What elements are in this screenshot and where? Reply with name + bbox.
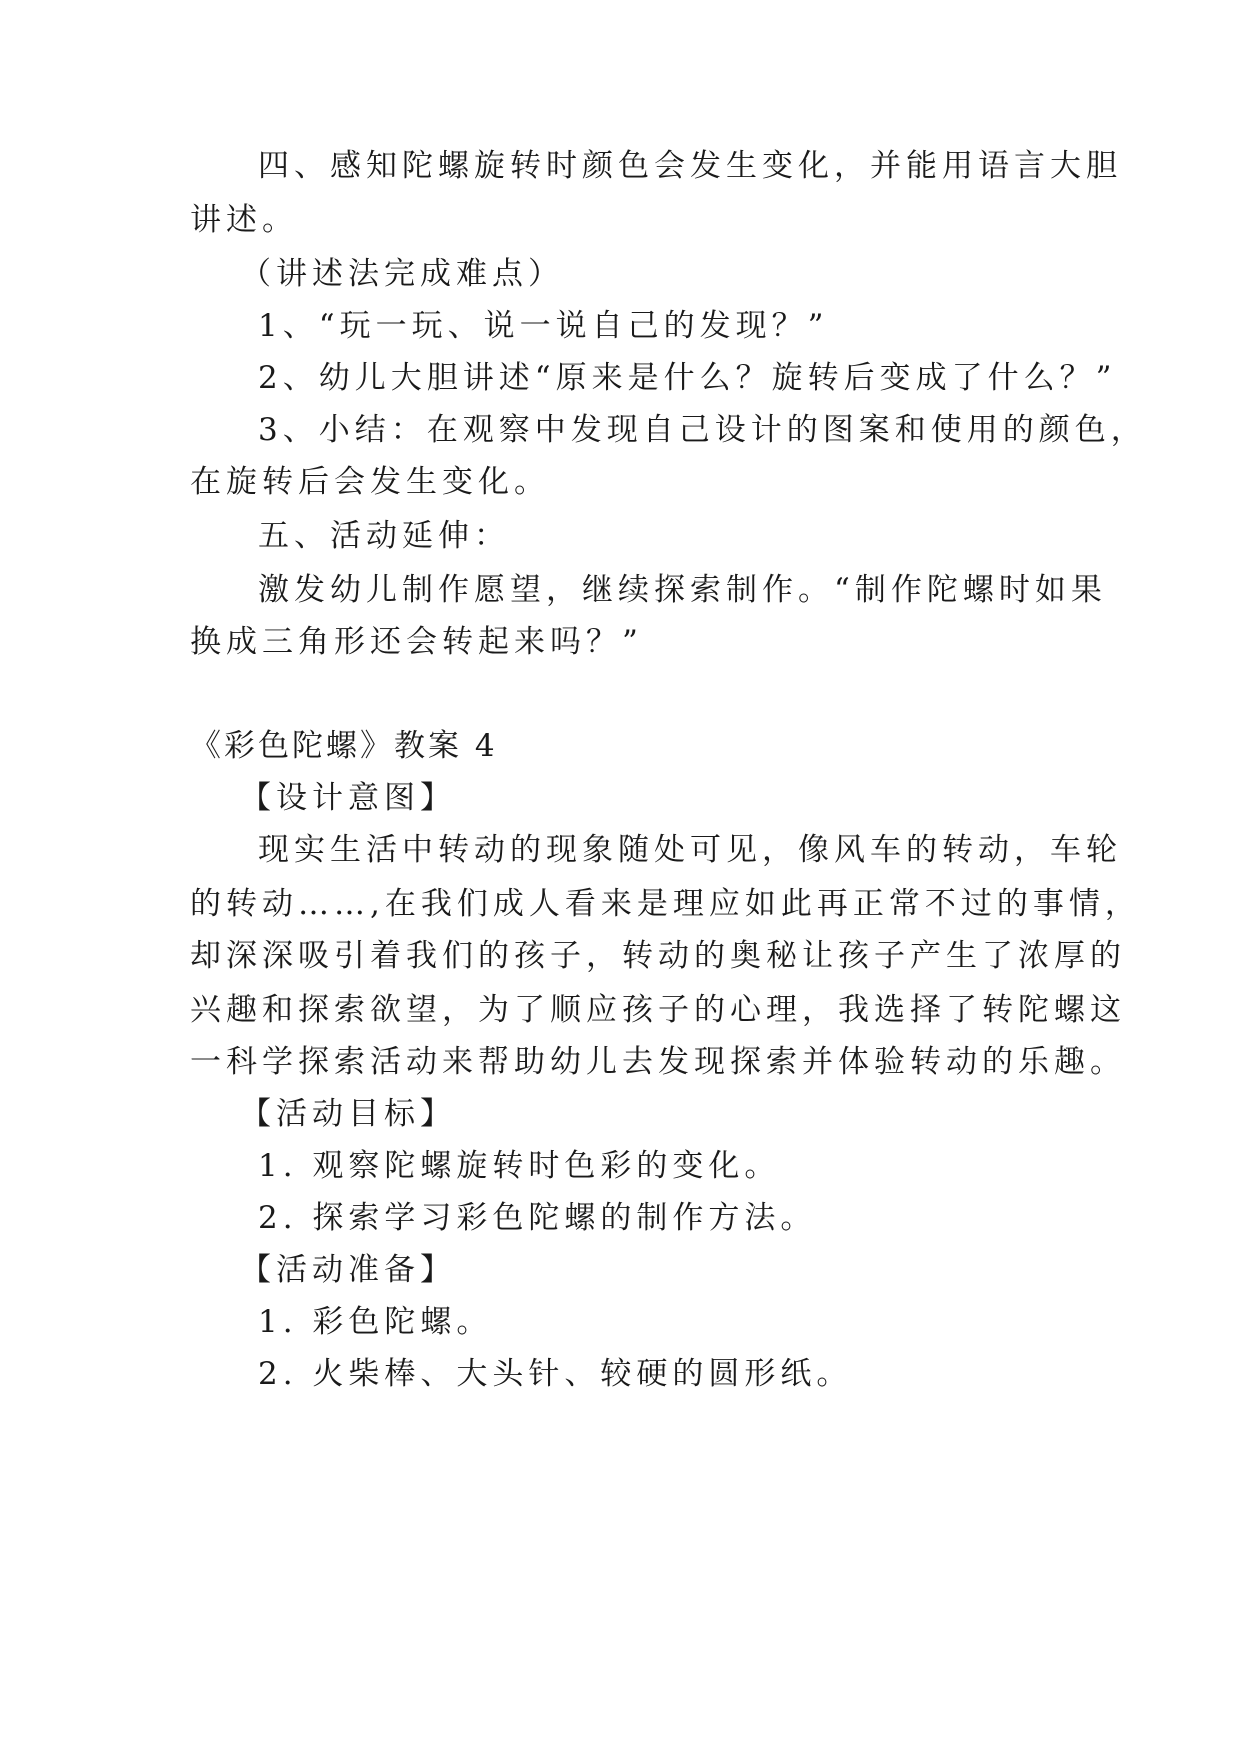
paragraph-line: （讲述法完成难点） bbox=[240, 256, 564, 292]
section-heading: 【活动准备】 bbox=[240, 1252, 456, 1288]
paragraph-line: 激发幼儿制作愿望，继续探索制作。“制作陀螺时如果 bbox=[258, 572, 1107, 608]
paragraph-line: 1、“玩一玩、说一说自己的发现？” bbox=[258, 308, 829, 344]
paragraph-line: 在旋转后会发生变化。 bbox=[190, 464, 550, 500]
paragraph-line: 五、活动延伸： bbox=[258, 518, 510, 554]
lesson-title: 《彩色陀螺》教案 4 bbox=[190, 728, 498, 764]
section-heading: 【活动目标】 bbox=[240, 1096, 456, 1132]
paragraph-line: 兴趣和探索欲望，为了顺应孩子的心理，我选择了转陀螺这 bbox=[190, 992, 1126, 1028]
paragraph-line: 却深深吸引着我们的孩子，转动的奥秘让孩子产生了浓厚的 bbox=[190, 938, 1126, 974]
paragraph-line: 四、感知陀螺旋转时颜色会发生变化，并能用语言大胆 bbox=[258, 148, 1122, 184]
list-item: 1. 彩色陀螺。 bbox=[258, 1304, 493, 1340]
paragraph-line: 换成三角形还会转起来吗？” bbox=[190, 624, 643, 660]
paragraph-line: 的转动……,在我们成人看来是理应如此再正常不过的事情， bbox=[190, 886, 1141, 922]
paragraph-line: 3、小结：在观察中发现自己设计的图案和使用的颜色， bbox=[258, 412, 1147, 448]
list-item: 2. 火柴棒、大头针、较硬的圆形纸。 bbox=[258, 1356, 853, 1392]
paragraph-line: 一科学探索活动来帮助幼儿去发现探索并体验转动的乐趣。 bbox=[190, 1044, 1126, 1080]
paragraph-line: 2、幼儿大胆讲述“原来是什么？旋转后变成了什么？” bbox=[258, 360, 1117, 396]
paragraph-line: 讲述。 bbox=[190, 202, 298, 238]
list-item: 2. 探索学习彩色陀螺的制作方法。 bbox=[258, 1200, 817, 1236]
paragraph-line: 现实生活中转动的现象随处可见，像风车的转动，车轮 bbox=[258, 832, 1122, 868]
list-item: 1. 观察陀螺旋转时色彩的变化。 bbox=[258, 1148, 781, 1184]
section-heading: 【设计意图】 bbox=[240, 780, 456, 816]
